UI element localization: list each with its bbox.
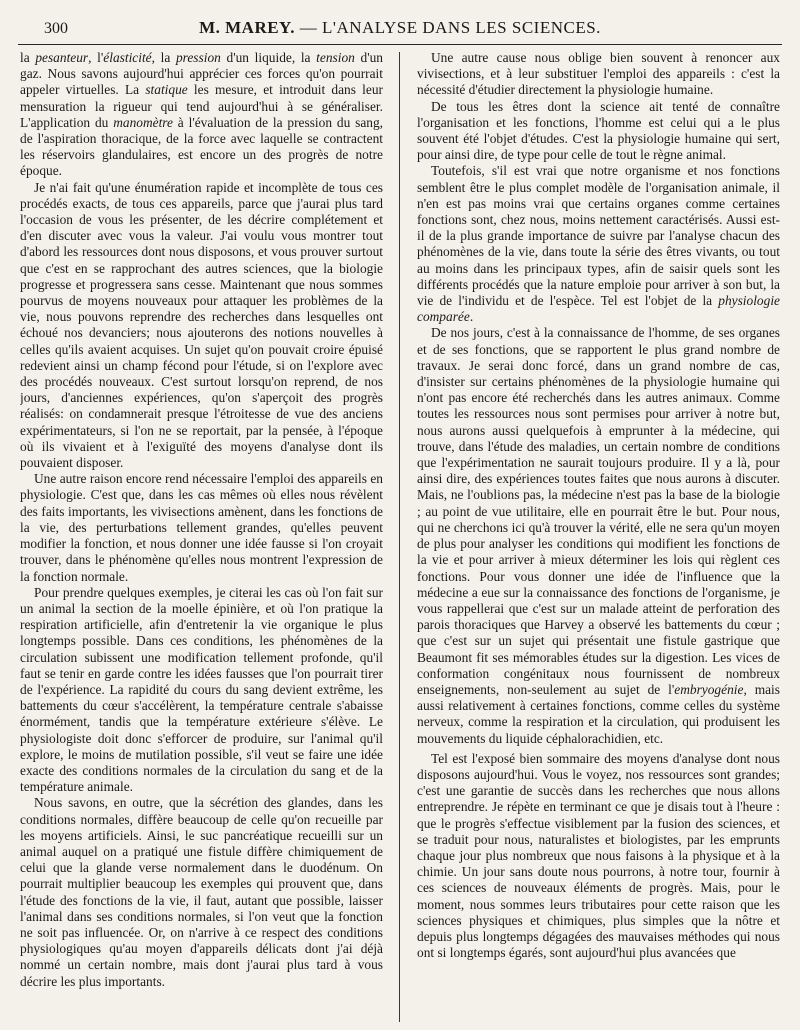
text-run: De tous les êtres dont la science ait tenté de connaître l'organisation et les fonctions, l'homme est celui qui a le plus souvent été l'objet d'études. C'est la physiologie humaine qui sert, pour ainsi dire, de type pour celle de tout le règne animal.	[417, 98, 780, 163]
text-run: , la	[151, 50, 176, 65]
paragraph	[20, 585, 383, 796]
italic-term: tension	[316, 50, 355, 65]
running-title	[18, 18, 782, 38]
paragraph	[20, 180, 383, 472]
paragraph	[417, 163, 780, 325]
text-run: Je n'ai fait qu'une énumération rapide et incomplète de tous ces procédés exacts, de tous ces appareils, parce que j'aurai plus tard l'occasion de vous les présenter, de les décrire complétement et d'en discuter avec vous la valeur. J'ai voulu vous montrer tout d'abord les ressources dont nous disposons, et vous prouver surtout que c'est en se rapprochant des autres sciences, que la biologie progresse et progressera sans cesse. Maintenant que nous sommes pourvus de moyens nouveaux pour attaquer les problèmes de la vie, nous pouvons reprendre des recherches dans lesquelles ont échoué nos devanciers; nous ajouterons des notions nouvelles à celles qu'ils avaient acquises. Un sujet qu'on pouvait croire épuisé redevient ainsi un champ fécond pour l'étude, si on l'explore avec des procédés nouveaux. C'est surtout lorsqu'on reprend, de nos jours, d'anciennes expériences, qu'on s'aperçoit des progrès réalisés: on condamnerait presque l'étroitesse de vue des anciens expérimentateurs, si l'on ne se reportait, par la pensée, à l'époque où ils vivaient et à l'exiguïté des moyens d'analyse dont ils pouvaient disposer.	[20, 179, 383, 471]
text-run: à l'évaluation de la pression du sang, de l'aspiration thoracique, de la force avec laquelle se contractent les réservoirs glandulaires, est encore un des progrès de notre époque.	[20, 114, 383, 179]
italic-term: manomètre	[113, 114, 173, 130]
text-run: Tel est l'exposé bien sommaire des moyens d'analyse dont nous disposons aujourd'hui. Vous le voyez, nos ressources sont grandes; c'est une garantie de succès dans les recherches que nous allons entreprendre. Je répète en terminant ce que je disais tout à l'heure : que le progrès s'effectue visiblement par la fusion des sciences, et se traduit pour nous, naturalistes et biologistes, par les emprunts chaque jour plus nombreux que nous faisons à la physique et à la chimie. Un jour sans doute nous pourrons, à notre tour, fournir à ces sciences de nouveaux éléments de progrès. Mais, pour le moment, nous sommes leurs tributaires pour cette raison que les sciences physiques et chimiques, plus simples que la nôtre et depuis plus longtemps dégagées des mauvaises méthodes qui nous ont si longtemps égarés, sont aujourd'hui plus avancées que	[417, 750, 780, 961]
text-run: la	[20, 50, 36, 65]
paragraph	[417, 325, 780, 746]
text-run: les mesure, et introduit dans leur mensuration la rigueur qui tend aujourd'hui à se généraliser. L'application du	[20, 82, 383, 130]
paragraph	[417, 99, 780, 164]
italic-term: pesanteur	[35, 50, 89, 65]
text-run: , l'	[88, 50, 104, 65]
text-run: Pour prendre quelques exemples, je citerai les cas où l'on fait sur un animal la section de la moelle épinière, et où l'on pratique la respiration artificielle, afin d'entretenir la vie organique le plus longtemps possible. Dans ces conditions, les phénomènes de la circulation subissent une modification tellement profonde, qu'il faut se tenir en garde contre les idées fausses que l'on pourrait tirer de l'expérience. La rapidité du cours du sang devient extrême, les battements du cœur s'accélèrent, la température centrale s'abaisse énormément, tandis que la température extérieure s'élève. Le physiologiste doit donc s'efforcer de produire, sur l'animal qu'il explore, le moins de mutilation possible, s'il veut se faire une idée exacte des conditions normales de la circulation du sang et de la température animale.	[20, 584, 383, 795]
text-run: Une autre cause nous oblige bien souvent à renoncer aux vivisections, et à leur substituer l'emploi des appareils : c'est la nécessité d'étudier directement la physiologie humaine.	[417, 50, 780, 98]
header-dash: —	[295, 18, 323, 37]
text-run: Une autre raison encore rend nécessaire l'emploi des appareils en physiologie. C'est que, dans les cas mêmes où elles nous révèlent des faits importants, les vivisections amènent, dans les fonctions de la vie, des perturbations tellement grandes, qu'elles peuvent modifier la fonction, et nous donner une idée fausse si l'on croyait trouver, dans le phénomène qu'elles nous montrent l'expression de la fonction normale.	[20, 471, 383, 584]
paragraph	[20, 50, 383, 180]
italic-term: statique	[145, 82, 188, 98]
italic-term: élasticité	[103, 50, 152, 65]
paragraph	[20, 471, 383, 584]
left-column	[20, 50, 383, 1022]
text-run: Toutefois, s'il est vrai que notre organisme et nos fonctions semblent être le plus complet modèle de l'organisation animale, il n'en est pas moins vrai que certains organes comme certaines fonctions sont, chez nous, moins nettement caractérisés. Aussi est-il de la plus grande importance de suivre par l'analyse chacun des phénomènes de la vie, dans toute la série des êtres vivants, ou tout au moins dans les principaux types, afin de saisir quels sont les différents procédés que la nature emploie pour arriver à son but, la vie de l'individu et de l'espèce. Tel est l'objet de la	[417, 163, 780, 309]
text-run: d'un gaz. Nous savons aujourd'hui apprécier ces forces qu'on pourrait appeler virtuelles. La	[20, 50, 383, 98]
column-divider	[399, 52, 400, 1022]
paragraph	[20, 795, 383, 989]
running-header	[18, 14, 782, 45]
text-run: .	[469, 309, 474, 325]
right-column	[417, 50, 780, 1022]
header-title: L'ANALYSE DANS LES SCIENCES.	[322, 18, 601, 37]
text-run: De nos jours, c'est à la connaissance de l'homme, de ses organes et de ses fonctions, que se rapportent le plus grand nombre de travaux. Je serai donc forcé, dans un grand nombre de cas, d'insister sur certains phénomènes de la physiologie humaine qui n'ont pas encore été recherchés dans les autres animaux. Comme toutes les ressources nous sont permises pour arriver à notre but, nous aurons aussi quelquefois à emprunter à la médecine, qui trouve, dans l'étude des maladies, un certain nombre de conditions que l'expérimentation ne saurait toujours produire. Il y a là, pour ainsi dire, des expériences toutes faites que nous aurons à discuter. Mais, ne l'oublions pas, la médecine n'est pas la base de la biologie ; au point de vue utilitaire, elle en pourrait être le but. Pour nous, qui ne cherchons ici qu'à trouver la vérité, elle ne sera qu'un moyen de plus pour analyser les conditions qui modifient les fonctions de la vie et pour arriver à mieux déterminer les lois qui règlent ces fonctions. Pour vous donner une idée de l'influence que la médecine a eue sur la connaissance des fonctions de l'organisme, je vous rappellerai que c'est sur un malade atteint de perforation des parois thoraciques que Harvey a observé les battements du cœur ; que c'est sur un sujet qui présentait une fistule gastrique que Beaumont fit ses mémorables études sur la digestion. Les vices de conformation congénitaux nous fournissent de nombreux enseignements, non-seulement au sujet de l'	[417, 325, 780, 697]
italic-term: pression	[175, 50, 221, 65]
italic-term: embryogénie	[674, 681, 744, 697]
page-number: 300	[44, 20, 68, 37]
paragraph	[417, 751, 780, 962]
italic-term: physiologie comparée	[417, 293, 780, 325]
header-author: M. MAREY.	[199, 18, 296, 37]
text-run: , mais aussi relativement à certaines fonctions, comme celles du système nerveux, comme la respiration et la circulation, qui produisent les mouvements du liquide céphalorachidien, etc.	[417, 681, 780, 746]
text-run: Nous savons, en outre, que la sécrétion des glandes, dans les conditions normales, diffère beaucoup de celle qu'on recueille par les moyens artificiels. Ainsi, le suc pancréatique recueilli sur un animal auquel on a pratiqué une fistule diffère chimiquement de celui que la glande verse normalement dans le duodénum. On pourrait multiplier beaucoup les exemples qui prouvent que, dans l'étude des fonctions de la vie, il faut, autant que possible, laisser l'animal dans ses conditions normales, si l'on veut que la fonction ne soit pas influencée. Or, on n'arrive à ce respect des conditions physiologiques qu'au moyen d'appareils délicats dont j'ai déjà nommé un certain nombre, mais dont j'aurai plus tard à vous décrire les plus importants.	[20, 795, 383, 989]
text-run: d'un liquide, la	[220, 50, 317, 65]
paragraph	[417, 50, 780, 99]
